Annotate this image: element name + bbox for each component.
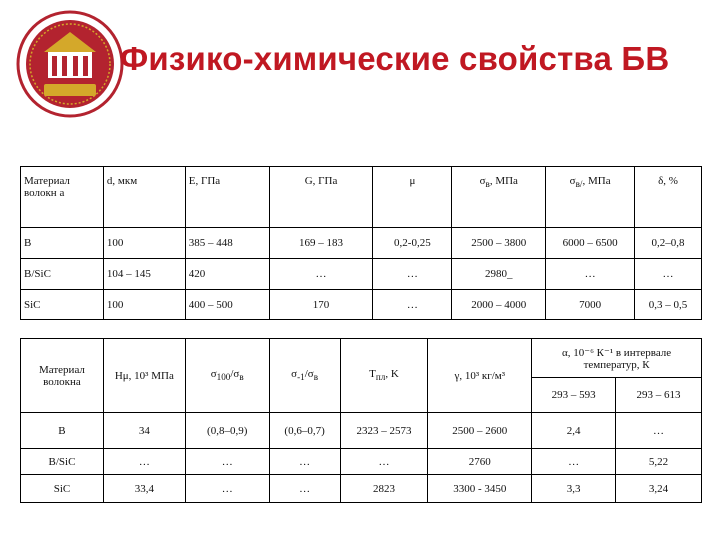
cell: 169 – 183 xyxy=(269,228,373,259)
cell: 2823 xyxy=(340,475,428,503)
header-density: γ, 10³ кг/м³ xyxy=(428,339,532,413)
cell: … xyxy=(103,449,185,475)
cell: SiC xyxy=(21,290,104,320)
header-fatigue-ratio: $\sigma_{-1}/\sigma_в$ xyxy=(269,339,340,413)
cell: … xyxy=(340,449,428,475)
cell: (0,8–0,9) xyxy=(185,413,269,449)
cell: 100 xyxy=(103,228,185,259)
cell: 2323 – 2573 xyxy=(340,413,428,449)
cell: 420 xyxy=(185,259,269,290)
cell: 100 xyxy=(103,290,185,320)
cell: (0,6–0,7) xyxy=(269,413,340,449)
cell: B xyxy=(21,413,104,449)
table-row xyxy=(21,413,702,449)
cell: … xyxy=(185,475,269,503)
header-tensile-strength: $\sigma_в$, МПа xyxy=(452,167,546,228)
cell: 34 xyxy=(103,413,185,449)
cell: … xyxy=(269,259,373,290)
cell: … xyxy=(269,449,340,475)
cell: … xyxy=(532,449,616,475)
cell: 0,3 – 0,5 xyxy=(635,290,702,320)
cell: 2500 – 3800 xyxy=(452,228,546,259)
header-elastic-modulus: E, ГПа xyxy=(185,167,269,228)
header-material: Материал волокн а xyxy=(21,167,104,228)
cell: 2760 xyxy=(428,449,532,475)
cell: 2,4 xyxy=(532,413,616,449)
cell: 6000 – 6500 xyxy=(546,228,635,259)
page-title: Физико-химические свойства БВ xyxy=(120,40,670,77)
cell: B xyxy=(21,228,104,259)
cell: B/SiC xyxy=(21,259,104,290)
cell: 2980_ xyxy=(452,259,546,290)
cell: 33,4 xyxy=(103,475,185,503)
table-header-row xyxy=(21,167,702,228)
cell: … xyxy=(616,413,702,449)
table-row xyxy=(21,475,702,503)
cell: … xyxy=(373,259,452,290)
cell: 3300 - 3450 xyxy=(428,475,532,503)
table-row xyxy=(21,449,702,475)
cell: 0,2–0,8 xyxy=(635,228,702,259)
cell: … xyxy=(373,290,452,320)
cell: 2000 – 4000 xyxy=(452,290,546,320)
table-header-row xyxy=(21,339,702,378)
cell: 2500 – 2600 xyxy=(428,413,532,449)
cell: 5,22 xyxy=(616,449,702,475)
cell: 104 – 145 xyxy=(103,259,185,290)
header-microhardness: Hμ, 10³ МПа xyxy=(103,339,185,413)
cell: … xyxy=(546,259,635,290)
university-logo xyxy=(14,8,126,120)
cell: 170 xyxy=(269,290,373,320)
header-thermal-expansion: α, 10⁻⁶ К⁻¹ в интервале температур, К xyxy=(532,339,702,378)
cell: 385 – 448 xyxy=(185,228,269,259)
header-melting-point: $T_{пл}$, K xyxy=(340,339,428,413)
cell: SiC xyxy=(21,475,104,503)
header-material: Материал волокна xyxy=(21,339,104,413)
header-range: 293 – 593 xyxy=(532,378,616,413)
cell: 7000 xyxy=(546,290,635,320)
cell: … xyxy=(635,259,702,290)
fiber-thermal-table xyxy=(20,338,702,503)
cell: 400 – 500 xyxy=(185,290,269,320)
header-diameter: d, мкм xyxy=(103,167,185,228)
cell: … xyxy=(185,449,269,475)
header-compressive-strength: $\sigma_{в/}$, МПа xyxy=(546,167,635,228)
header-sigma100-ratio: $\sigma_{100}/\sigma_в$ xyxy=(185,339,269,413)
cell: B/SiC xyxy=(21,449,104,475)
header-range: 293 – 613 xyxy=(616,378,702,413)
cell: 0,2-0,25 xyxy=(373,228,452,259)
cell: 3,3 xyxy=(532,475,616,503)
table-row xyxy=(21,228,702,259)
header-elongation: δ, % xyxy=(635,167,702,228)
header-poisson: μ xyxy=(373,167,452,228)
table-row xyxy=(21,290,702,320)
header-shear-modulus: G, ГПа xyxy=(269,167,373,228)
cell: … xyxy=(269,475,340,503)
table-row xyxy=(21,259,702,290)
fiber-properties-table xyxy=(20,166,702,320)
cell: 3,24 xyxy=(616,475,702,503)
